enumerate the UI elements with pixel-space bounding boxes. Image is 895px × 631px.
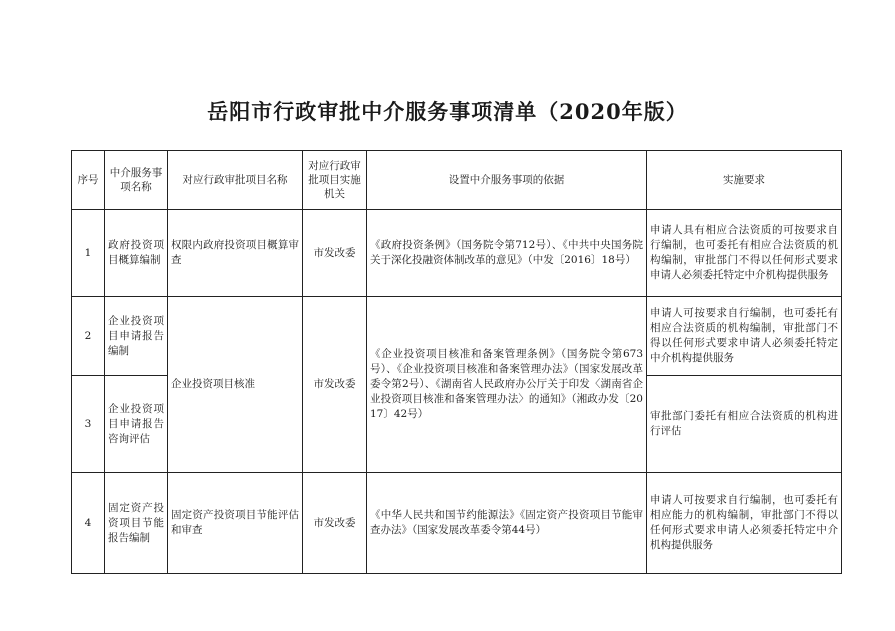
header-seq: 序号 xyxy=(72,151,105,210)
document-title: 岳阳市行政审批中介服务事项清单（2020年版） xyxy=(207,99,688,124)
cell-seq: 1 xyxy=(72,210,105,297)
cell-seq: 4 xyxy=(72,473,105,574)
cell-basis: 《中华人民共和国节约能源法》《固定资产投资项目节能审查办法》（国家发展改革委令第44号） xyxy=(367,473,647,574)
cell-requirement: 审批部门委托有相应合法资质的机构进行评估 xyxy=(647,376,842,473)
cell-seq: 2 xyxy=(72,297,105,376)
cell-approval-item: 企业投资项目核准 xyxy=(168,297,303,473)
cell-agency: 市发改委 xyxy=(303,210,367,297)
cell-approval-item: 固定资产投资项目节能评估和审查 xyxy=(168,473,303,574)
table-row xyxy=(72,210,842,297)
cell-agency: 市发改委 xyxy=(303,473,367,574)
header-approval-item: 对应行政审批项目名称 xyxy=(168,151,303,210)
cell-seq: 3 xyxy=(72,376,105,473)
table-row xyxy=(72,297,842,376)
cell-requirement: 申请人具有相应合法资质的可按要求自行编制，也可委托有相应合法资质的机构编制，审批部门不得以任何形式要求申请人必须委托特定中介机构提供服务 xyxy=(647,210,842,297)
cell-service-name: 企业投资项目申请报告咨询评估 xyxy=(105,376,168,473)
table-row xyxy=(72,473,842,574)
cell-basis: 《企业投资项目核准和备案管理条例》（国务院令第673号）、《企业投资项目核准和备案管理办法》（国家发展改革委令第2号）、《湖南省人民政府办公厅关于印发〈湖南省企业投资项目核准和备案管理办法〉的通知》（湘政办发〔2017〕42号） xyxy=(367,297,647,473)
header-service-name: 中介服务事项名称 xyxy=(105,151,168,210)
service-items-table xyxy=(71,150,842,574)
header-requirement: 实施要求 xyxy=(647,151,842,210)
cell-service-name: 政府投资项目概算编制 xyxy=(105,210,168,297)
cell-service-name: 固定资产投资项目节能报告编制 xyxy=(105,473,168,574)
cell-requirement: 申请人可按要求自行编制，也可委托有相应能力的机构编制，审批部门不得以任何形式要求申请人必须委托特定中介机构提供服务 xyxy=(647,473,842,574)
cell-service-name: 企业投资项目申请报告编制 xyxy=(105,297,168,376)
table-header-row xyxy=(72,151,842,210)
cell-approval-item: 权限内政府投资项目概算审查 xyxy=(168,210,303,297)
header-basis: 设置中介服务事项的依据 xyxy=(367,151,647,210)
cell-requirement: 申请人可按要求自行编制，也可委托有相应合法资质的机构编制，审批部门不得以任何形式要求申请人必须委托特定中介机构提供服务 xyxy=(647,297,842,376)
cell-basis: 《政府投资条例》（国务院令第712号）、《中共中央国务院关于深化投融资体制改革的意见》（中发〔2016〕18号） xyxy=(367,210,647,297)
header-agency: 对应行政审批项目实施机关 xyxy=(303,151,367,210)
cell-agency: 市发改委 xyxy=(303,297,367,473)
